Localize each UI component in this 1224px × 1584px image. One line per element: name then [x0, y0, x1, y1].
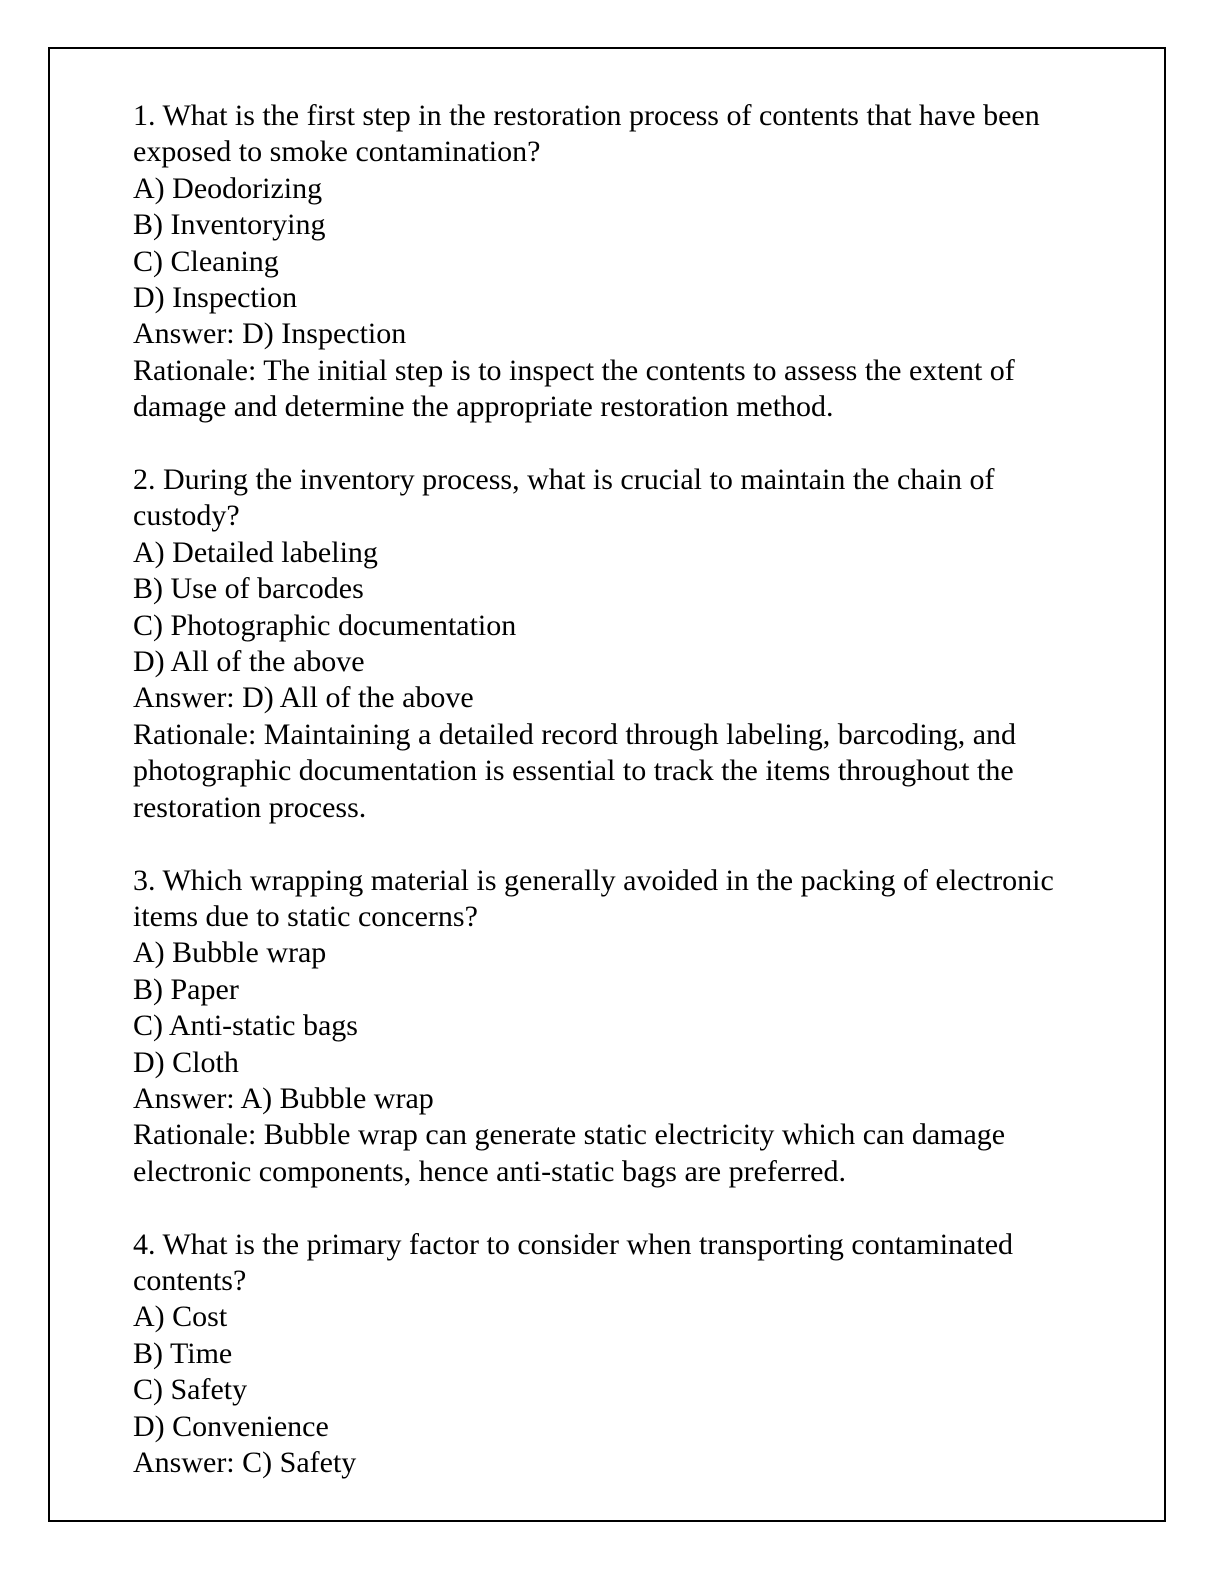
option: D) Inspection: [133, 281, 298, 315]
option: C) Cleaning: [133, 244, 279, 278]
question-text: 3. Which wrapping material is generally avoided in the packing of electronic items due to static concerns?: [133, 863, 1054, 933]
question-block-1: [133, 98, 1078, 426]
option: B) Time: [133, 1336, 233, 1370]
answer: Answer: A) Bubble wrap: [133, 1081, 434, 1115]
option: B) Inventorying: [133, 208, 326, 242]
option: D) All of the above: [133, 645, 365, 679]
option: A) Bubble wrap: [133, 936, 327, 970]
option: D) Cloth: [133, 1045, 239, 1079]
rationale: Rationale: Bubble wrap can generate static electricity which can damage electronic components, hence anti-static bags are preferred.: [133, 1118, 1006, 1188]
answer: Answer: C) Safety: [133, 1445, 357, 1479]
rationale: Rationale: The initial step is to inspect the contents to assess the extent of damage and determine the appropriate restoration method.: [133, 353, 1015, 424]
option: A) Detailed labeling: [133, 535, 378, 569]
rationale: Rationale: Maintaining a detailed record through labeling, barcoding, and photographic documentation is essential to track the items throughout the restoration process.: [133, 717, 1017, 824]
document-body: [133, 98, 1078, 1518]
question-block-4: [133, 1227, 1078, 1482]
option: A) Cost: [133, 1300, 228, 1334]
answer: Answer: D) All of the above: [133, 681, 474, 715]
option: C) Photographic documentation: [133, 608, 517, 642]
question-block-3: [133, 863, 1078, 1191]
option: C) Safety: [133, 1373, 248, 1407]
answer: Answer: D) Inspection: [133, 317, 407, 351]
question-text: 4. What is the primary factor to consider when transporting contaminated contents?: [133, 1227, 1014, 1297]
option: B) Use of barcodes: [133, 572, 364, 606]
question-text: 1. What is the first step in the restoration process of contents that have been exposed to smoke contamination?: [133, 99, 1040, 169]
question-block-2: [133, 462, 1078, 826]
option: B) Paper: [133, 972, 239, 1006]
option: C) Anti-static bags: [133, 1009, 358, 1043]
option: A) Deodorizing: [133, 171, 323, 205]
option: D) Convenience: [133, 1409, 329, 1443]
question-text: 2. During the inventory process, what is crucial to maintain the chain of custody?: [133, 463, 995, 533]
